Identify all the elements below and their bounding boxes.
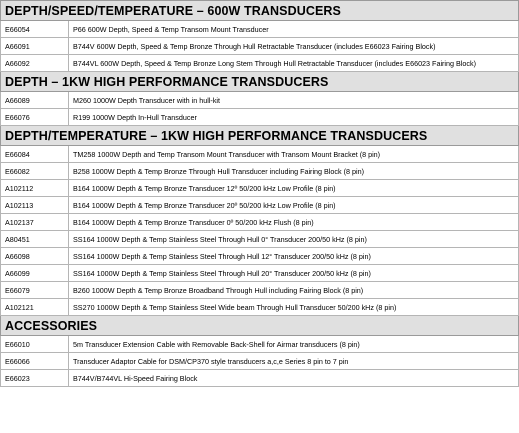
- table-row: [1, 353, 519, 370]
- product-description: B164 1000W Depth & Temp Bronze Transducer 20º 50/200 kHz Low Profile (8 pin): [69, 197, 519, 214]
- table-row: [1, 55, 519, 72]
- section-header-row: [1, 72, 519, 92]
- product-description: 5m Transducer Extension Cable with Removable Back-Shell for Airmar transducers (8 pin): [69, 336, 519, 353]
- part-number: A102137: [1, 214, 69, 231]
- table-row: [1, 282, 519, 299]
- table-row: [1, 370, 519, 387]
- part-number: E66054: [1, 21, 69, 38]
- product-description: B164 1000W Depth & Temp Bronze Transducer 0º 50/200 kHz Flush (8 pin): [69, 214, 519, 231]
- product-description: SS270 1000W Depth & Temp Stainless Steel Wide beam Through Hull Transducer 50/200 kHz (8 pin): [69, 299, 519, 316]
- part-number: A66091: [1, 38, 69, 55]
- product-description: SS164 1000W Depth & Temp Stainless Steel Through Hull 20° Transducer 200/50 kHz (8 pin): [69, 265, 519, 282]
- table-row: [1, 92, 519, 109]
- part-number: A80451: [1, 231, 69, 248]
- product-description: M260 1000W Depth Transducer with in hull-kit: [69, 92, 519, 109]
- section-title: ACCESSORIES: [1, 316, 519, 336]
- table-body: [1, 1, 519, 387]
- table-row: [1, 231, 519, 248]
- section-header-row: [1, 1, 519, 21]
- part-number: E66084: [1, 146, 69, 163]
- product-description: R199 1000W Depth In-Hull Transducer: [69, 109, 519, 126]
- part-number: A102121: [1, 299, 69, 316]
- product-description: B260 1000W Depth & Temp Bronze Broadband Through Hull including Fairing Block (8 pin): [69, 282, 519, 299]
- part-number: E66023: [1, 370, 69, 387]
- part-number: A66098: [1, 248, 69, 265]
- part-number: E66079: [1, 282, 69, 299]
- part-number: E66076: [1, 109, 69, 126]
- product-description: B164 1000W Depth & Temp Bronze Transducer 12º 50/200 kHz Low Profile (8 pin): [69, 180, 519, 197]
- table-row: [1, 163, 519, 180]
- section-header-row: [1, 126, 519, 146]
- part-number: A66092: [1, 55, 69, 72]
- table-row: [1, 248, 519, 265]
- table-row: [1, 109, 519, 126]
- part-number: E66010: [1, 336, 69, 353]
- table-row: [1, 265, 519, 282]
- table-row: [1, 38, 519, 55]
- product-description: SS164 1000W Depth & Temp Stainless Steel Through Hull 12° Transducer 200/50 kHz (8 pin): [69, 248, 519, 265]
- part-number: E66066: [1, 353, 69, 370]
- product-description: B258 1000W Depth & Temp Bronze Through Hull Transducer including Fairing Block (8 pin): [69, 163, 519, 180]
- part-number: E66082: [1, 163, 69, 180]
- section-title: DEPTH/TEMPERATURE – 1KW HIGH PERFORMANCE TRANSDUCERS: [1, 126, 519, 146]
- table-row: [1, 21, 519, 38]
- product-description: B744VL 600W Depth, Speed & Temp Bronze Long Stem Through Hull Retractable Transducer (includes E66023 Fairing Block): [69, 55, 519, 72]
- product-description: P66 600W Depth, Speed & Temp Transom Mount Transducer: [69, 21, 519, 38]
- part-number: A102112: [1, 180, 69, 197]
- product-description: B744V 600W Depth, Speed & Temp Bronze Through Hull Retractable Transducer (includes E66023 Fairing Block): [69, 38, 519, 55]
- section-title: DEPTH – 1KW HIGH PERFORMANCE TRANSDUCERS: [1, 72, 519, 92]
- part-number: A102113: [1, 197, 69, 214]
- part-number: A66099: [1, 265, 69, 282]
- table-row: [1, 336, 519, 353]
- table-row: [1, 214, 519, 231]
- table-row: [1, 197, 519, 214]
- product-description: SS164 1000W Depth & Temp Stainless Steel Through Hull 0° Transducer 200/50 kHz (8 pin): [69, 231, 519, 248]
- product-description: TM258 1000W Depth and Temp Transom Mount Transducer with Transom Mount Bracket (8 pin): [69, 146, 519, 163]
- product-description: B744V/B744VL Hi-Speed Fairing Block: [69, 370, 519, 387]
- part-number: A66089: [1, 92, 69, 109]
- table-row: [1, 299, 519, 316]
- product-description: Transducer Adaptor Cable for DSM/CP370 style transducers a,c,e Series 8 pin to 7 pin: [69, 353, 519, 370]
- section-header-row: [1, 316, 519, 336]
- table-row: [1, 146, 519, 163]
- table-row: [1, 180, 519, 197]
- section-title: DEPTH/SPEED/TEMPERATURE – 600W TRANSDUCERS: [1, 1, 519, 21]
